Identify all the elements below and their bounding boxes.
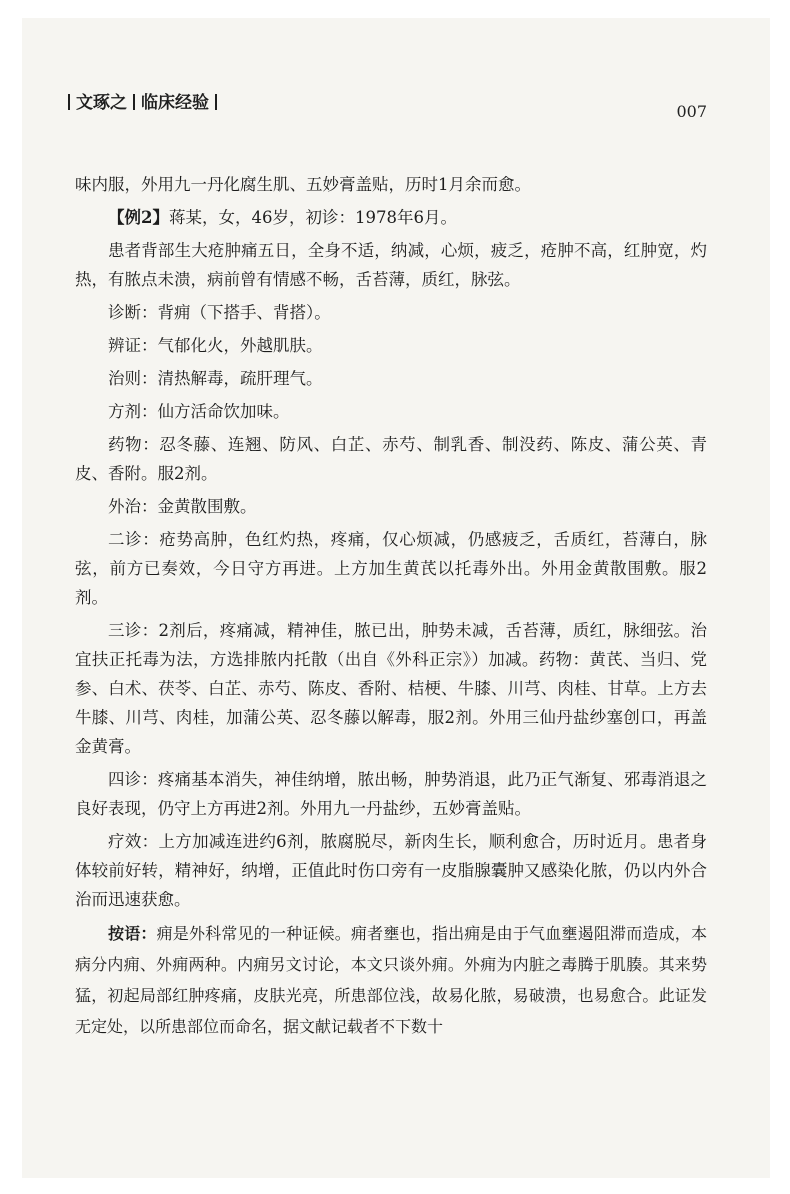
paragraph-text: 方剂：仙方活命饮加味。 — [108, 402, 290, 421]
paragraph-text: 辨证：气郁化火，外越肌肤。 — [108, 336, 323, 355]
divider-bar — [133, 94, 135, 110]
paragraph-text: 二诊：疮势高肿，色红灼热，疼痛，仅心烦减，仍感疲乏，舌质红，苔薄白，脉弦，前方已奏效，今日守方再进。上方加生黄芪以托毒外出。外用金黄散围敷。服2剂。 — [75, 530, 707, 607]
paragraph-text: 三诊：2剂后，疼痛减，精神佳，脓已出，肿势未减，舌苔薄，质红，脉细弦。治宜扶正托毒为法，方选排脓内托散（出自《外科正宗》）加减。药物：黄芪、当归、党参、白术、茯苓、白芷、赤芍、陈皮、香附、桔梗、牛膝、川芎、肉桂、甘草。上方去牛膝、川芎、肉桂，加蒲公英、忍冬藤以解毒，服2剂。外用三仙丹盐纱塞创口，再盖金黄膏。 — [75, 621, 707, 756]
commentary-text: 痈是外科常见的一种证候。痈者壅也，指出痈是由于气血壅遏阻滞而造成，本病分内痈、外痈两种。内痈另文讨论，本文只谈外痈。外痈为内脏之毒腾于肌腠。其来势猛，初起局部红肿疼痛，皮肤光亮，所患部位浅，故易化脓，易破溃，也易愈合。此证发无定处，以所患部位而命名，据文献记载者不下数十 — [75, 924, 707, 1036]
case-label: 【例2】 — [108, 208, 169, 227]
paragraph-text: 治则：清热解毒，疏肝理气。 — [108, 369, 323, 388]
book-page — [22, 18, 770, 1178]
page-number: 007 — [676, 102, 707, 121]
paragraph-principle — [75, 364, 707, 393]
paragraph-text: 疗效：上方加减连进约6剂，脓腐脱尽，新肉生长，顺利愈合，历时近月。患者身体较前好转，精神好，纳增，正值此时伤口旁有一皮脂腺囊肿又感染化脓，仍以内外合治而迅速获愈。 — [75, 832, 707, 909]
body-text — [75, 170, 707, 1046]
commentary-label: 按语： — [108, 924, 157, 943]
paragraph-fourth-visit — [75, 765, 707, 823]
running-head — [62, 88, 223, 113]
paragraph-third-visit — [75, 616, 707, 761]
case-intro: 蒋某，女，46岁，初诊：1978年6月。 — [168, 208, 457, 227]
case-heading — [75, 203, 707, 232]
paragraph-second-visit — [75, 525, 707, 612]
paragraph-external-treatment — [75, 492, 707, 521]
paragraph-text: 诊断：背痈（下搭手、背搭）。 — [108, 303, 331, 322]
paragraph-medicines — [75, 430, 707, 488]
paragraph-continuation — [75, 170, 707, 199]
section-title: 临床经验 — [141, 93, 209, 113]
paragraph-diagnosis — [75, 298, 707, 327]
paragraph-text: 外治：金黄散围敷。 — [108, 497, 257, 516]
commentary-paragraph — [75, 918, 707, 1042]
paragraph-formula — [75, 397, 707, 426]
paragraph-text: 药物：忍冬藤、连翘、防风、白芷、赤芍、制乳香、制没药、陈皮、蒲公英、青皮、香附。服2剂。 — [75, 435, 707, 483]
paragraph-text: 味内服，外用九一丹化腐生肌、五妙膏盖贴，历时1月余而愈。 — [75, 175, 531, 194]
divider-bar — [215, 94, 217, 110]
paragraph-outcome — [75, 827, 707, 914]
paragraph-text: 四诊：疼痛基本消失，神佳纳增，脓出畅，肿势消退，此乃正气渐复、邪毒消退之良好表现，仍守上方再进2剂。外用九一丹盐纱，五妙膏盖贴。 — [75, 770, 707, 818]
paragraph-differentiation — [75, 331, 707, 360]
paragraph-symptoms — [75, 236, 707, 294]
divider-bar — [68, 94, 70, 110]
book-title: 文琢之 — [76, 93, 127, 113]
paragraph-text: 患者背部生大疮肿痛五日，全身不适，纳减，心烦，疲乏，疮肿不高，红肿宽，灼热，有脓点未溃，病前曾有情感不畅，舌苔薄，质红，脉弦。 — [75, 241, 707, 289]
